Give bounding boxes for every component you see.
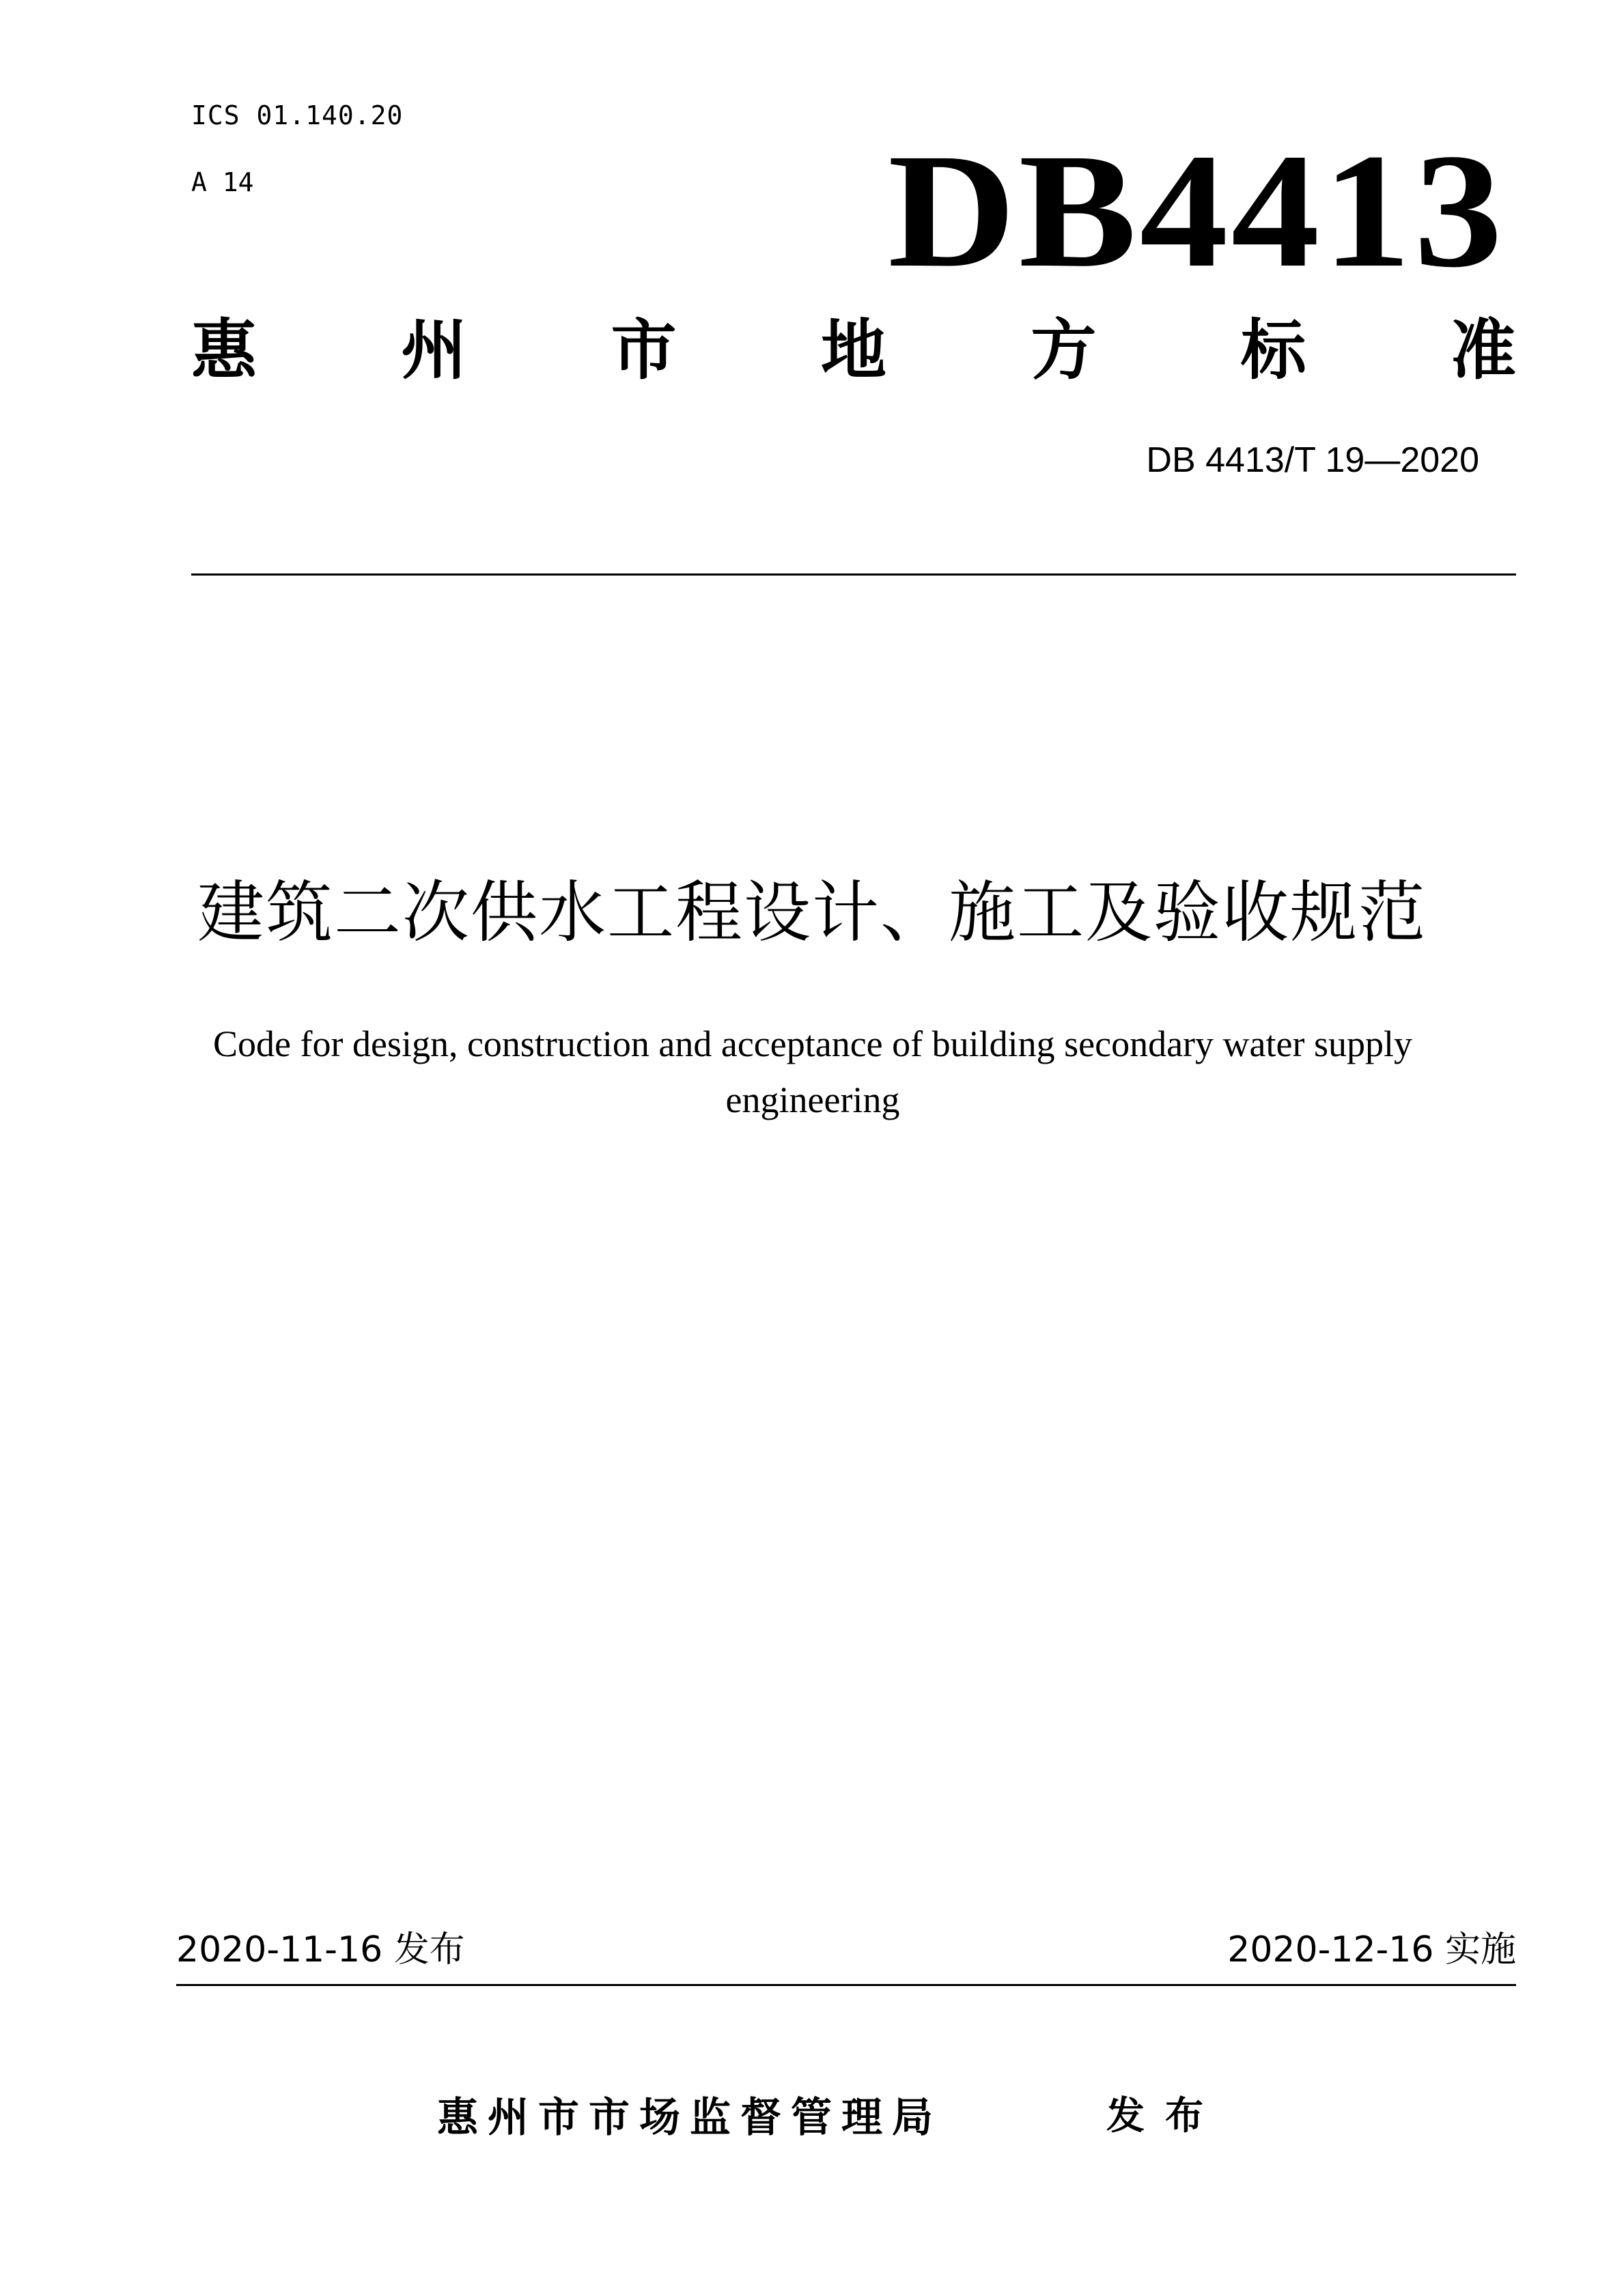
- standard-type-char: 准: [1450, 312, 1516, 388]
- issue-date: 2020-11-16 发布: [176, 1929, 465, 1970]
- implementation-date: 2020-12-16 实施: [1227, 1929, 1516, 1970]
- title-english-line-1: Code for design, construction and acceptance of building secondary water supply: [213, 1023, 1412, 1064]
- ics-code: ICS 01.140.20: [191, 100, 404, 130]
- standard-type-char: 市: [611, 312, 677, 388]
- standard-type-heading: [191, 312, 1516, 388]
- ccs-code: A 14: [191, 167, 254, 197]
- bottom-divider: [176, 1984, 1516, 1986]
- title-english-line-2: engineering: [725, 1079, 900, 1120]
- standard-type-char: 州: [401, 312, 467, 388]
- standard-type-char: 标: [1240, 312, 1306, 388]
- standard-code-logo: DB4413: [888, 119, 1506, 301]
- standard-type-char: 惠: [191, 312, 257, 388]
- title-chinese: 建筑二次供水工程设计、施工及验收规范: [197, 874, 1427, 952]
- standard-number: DB 4413/T 19—2020: [1146, 440, 1479, 480]
- top-divider: [191, 573, 1516, 576]
- issuing-action: 发布: [1106, 2094, 1224, 2138]
- issuing-authority: 惠州市市场监督管理局: [437, 2094, 942, 2142]
- standard-type-char: 地: [820, 312, 886, 388]
- standard-type-char: 方: [1031, 312, 1097, 388]
- title-english: [164, 1016, 1461, 1128]
